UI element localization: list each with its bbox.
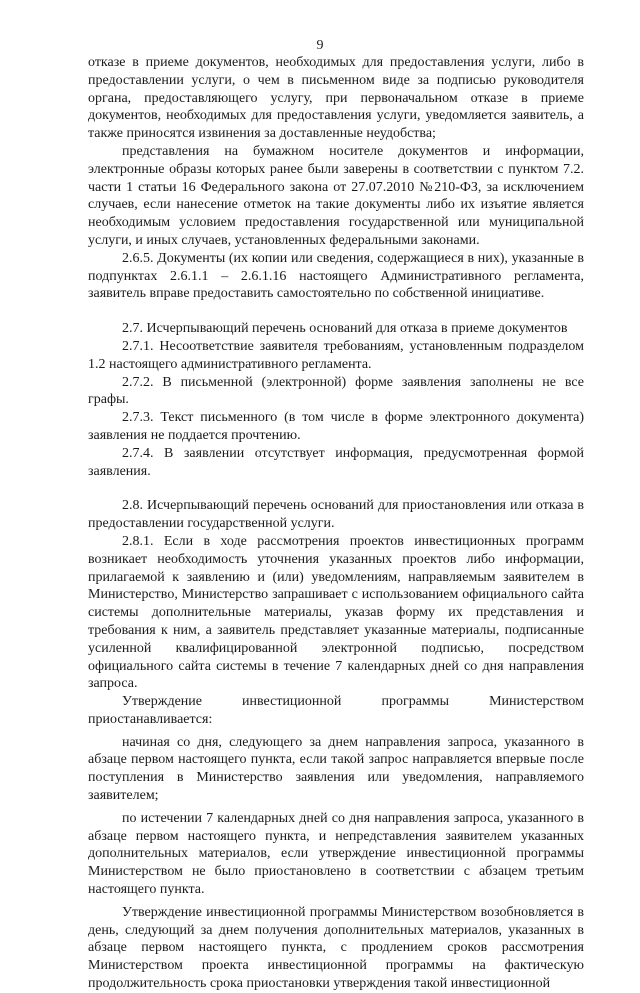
paragraph-suspension-first: начиная со дня, следующего за днем направления запроса, указанного в абзаце первом настоящего пункта, если такой запрос направляется впервые после поступления в Министерство заявления или уведомления, направляемого заявителем; [88, 734, 584, 804]
paragraph-2-8-1: 2.8.1. Если в ходе рассмотрения проектов инвестиционных программ возникает необходимость уточнения указанных проектов либо информации, прилагаемой к заявлению и (или) уведомлениям, направляемым заявителем в Министерство, Министерство запрашивает с использованием официального сайта системы дополнительные материалы, указав форму их представления и требования к ним, а заявитель представляет указанные материалы, подписанные усиленной квалифицированной электронной подписью, посредством официального сайта системы в течение 7 календарных дней со дня направления запроса. [88, 533, 584, 692]
paragraph-suspension-second: по истечении 7 календарных дней со дня направления запроса, указанного в абзаце первом настоящего пункта, и непредставления заявителем указанных дополнительных материалов, если утверждение инвестиционной программы Министерством не было приостановлено в соответствии с абзацем третьим настоящего пункта. [88, 810, 584, 898]
page-number: 9 [316, 38, 324, 53]
paragraph-refusal-notice: отказе в приеме документов, необходимых для предоставления услуги, либо в предоставлении услуги, о чем в письменном виде за подписью руководителя органа, предоставляющего услугу, при первоначальном отказе в приеме документов, необходимых для предоставления услуги, уведомляется заявитель, а также приносятся извинения за доставленные неудобства; [88, 55, 584, 142]
paragraph-2-7-3: 2.7.3. Текст письменного (в том числе в форме электронного документа) заявления не поддается прочтению. [88, 410, 584, 443]
paragraph-2-7-2: 2.7.2. В письменной (электронной) форме заявления заполнены не все графы. [88, 374, 584, 408]
document-body [88, 54, 584, 993]
paragraph-2-7-1: 2.7.1. Несоответствие заявителя требованиям, установленным подразделом 1.2 настоящего административного регламента. [88, 338, 584, 372]
paragraph-2-7-heading: 2.7. Исчерпывающий перечень оснований для отказа в приеме документов [122, 321, 568, 337]
paragraph-paper-documents: представления на бумажном носителе документов и информации, электронные образы которых ранее были заверены в соответствии с пунктом 7.2. части 1 статьи 16 Федерального закона от 27.07.2010 №210-ФЗ, за исключением случаев, если нанесение отметок на такие документы либо их изъятие является необходимым условием предоставления государственной или муниципальной услуги, и иных случаев, установленных федеральными законами. [88, 143, 584, 248]
paragraph-2-7-4: 2.7.4. В заявлении отсутствует информация, предусмотренная формой заявления. [88, 445, 584, 479]
paragraph-2-6-5: 2.6.5. Документы (их копии или сведения, содержащиеся в них), указанные в подпунктах 2.6.1.1 – 2.6.1.16 настоящего Административного регламента, заявитель вправе предоставить самостоятельно по собственной инициативе. [88, 250, 584, 302]
paragraph-suspension-intro: Утверждение инвестиционной программы Министерством приостанавливается: [88, 694, 584, 727]
paragraph-2-8-heading: 2.8. Исчерпывающий перечень оснований для приостановления или отказа в предоставлении государственной услуги. [88, 498, 584, 532]
paragraph-resumption: Утверждение инвестиционной программы Министерством возобновляется в день, следующий за днем получения дополнительных материалов, указанных в абзаце первом настоящего пункта, с продлением сроков рассмотрения Министерством проекта инвестиционной программы на фактическую продолжительность срока приостановки утверждения такой инвестиционной [88, 904, 584, 992]
